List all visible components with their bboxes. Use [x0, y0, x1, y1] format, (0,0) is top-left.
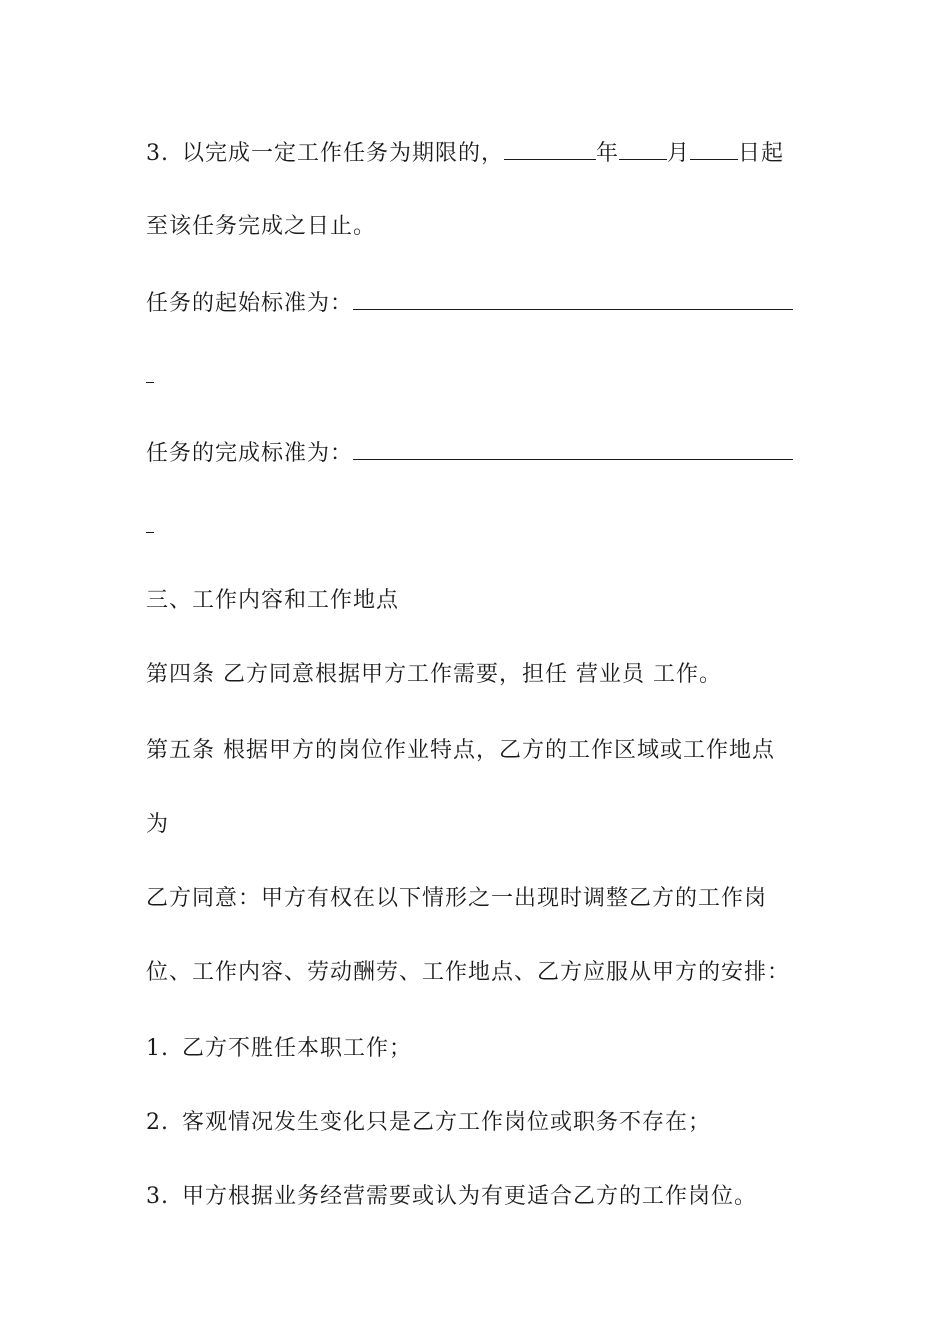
blank-tail	[146, 368, 154, 383]
item-text: 乙方不胜任本职工作；	[182, 1036, 413, 1061]
start-standard-line	[146, 287, 811, 319]
item-text: 甲方根据业务经营需要或认为有更适合乙方的工作岗位。	[182, 1184, 758, 1209]
item-text: 客观情况发生变化只是乙方工作岗位或职务不存在；	[182, 1110, 712, 1135]
article-4: 第四条 乙方同意根据甲方工作需要，担任 营业员 工作。	[146, 662, 722, 687]
finish-standard-blank	[353, 437, 793, 460]
month-blank	[619, 137, 667, 160]
list-item	[146, 1108, 811, 1138]
year-blank	[504, 137, 596, 160]
finish-standard-line	[146, 437, 811, 469]
article-5-line-1: 第五条 根据甲方的岗位作业特点，乙方的工作区域或工作地点	[146, 738, 775, 763]
item-text: 以完成一定工作任务为期限的，	[182, 141, 505, 166]
section-heading: 三、工作内容和工作地点	[146, 588, 400, 613]
start-standard-label: 任务的起始标准为：	[146, 291, 354, 316]
item-number: 3.	[146, 1184, 169, 1209]
article-5-line-2: 为	[146, 812, 170, 837]
item-number: 3.	[146, 141, 169, 166]
item-number: 1.	[146, 1036, 169, 1061]
finish-standard-label: 任务的完成标准为：	[146, 441, 354, 466]
finish-standard-tail	[146, 512, 811, 542]
list-item	[146, 1182, 811, 1212]
day-label: 日起	[738, 141, 785, 166]
blank-tail	[146, 518, 154, 533]
item3-period-line	[146, 137, 811, 169]
month-label: 月	[667, 141, 691, 166]
item-number: 2.	[146, 1110, 169, 1135]
start-standard-tail	[146, 362, 811, 392]
start-standard-blank	[353, 287, 793, 310]
adjust-clause-line-2: 位、工作内容、劳动酬劳、工作地点、乙方应服从甲方的安排：	[146, 960, 791, 985]
adjust-clause-line-1: 乙方同意：甲方有权在以下情形之一出现时调整乙方的工作岗	[146, 886, 768, 911]
day-blank	[690, 137, 738, 160]
list-item	[146, 1034, 811, 1064]
item3-continuation: 至该任务完成之日止。	[146, 214, 377, 239]
year-label: 年	[596, 141, 620, 166]
